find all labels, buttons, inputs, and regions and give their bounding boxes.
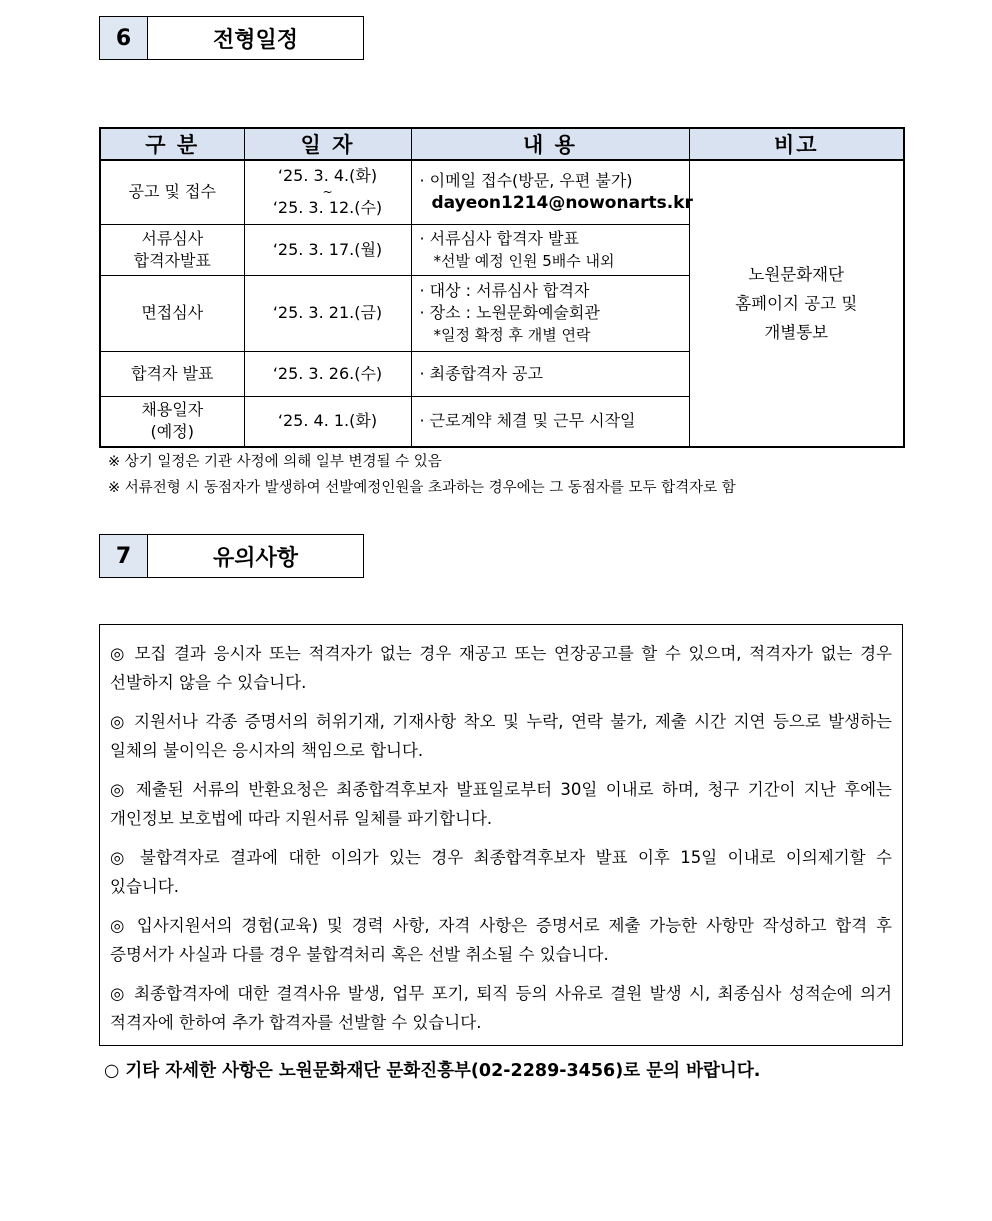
notice-item: ◎ 최종합격자에 대한 결격사유 발생, 업무 포기, 퇴직 등의 사유로 결원 발생 시, 최종심사 성적순에 의거 적격자에 한하여 추가 합격자를 선발할 수 있습니다.: [110, 984, 892, 1032]
email-address: dayeon1214@nowonarts.kr: [431, 193, 693, 214]
row-date: [244, 160, 411, 224]
content-subnote: *선발 예정 인원 5배수 내외: [433, 251, 615, 270]
row-date: ‘25. 3. 21.(금): [244, 275, 411, 351]
row-date: ‘25. 3. 17.(월): [244, 224, 411, 275]
note-line: 개별통보: [764, 323, 829, 342]
date-separator: ~: [322, 185, 333, 200]
note-cell: [689, 160, 904, 447]
section-7-title: 유의사항: [212, 545, 298, 571]
table-row: [100, 160, 904, 224]
date-end: ‘25. 3. 12.(수): [272, 198, 383, 218]
row-content: · 근로계약 체결 및 근무 시작일: [411, 396, 689, 447]
schedule-header-row: [100, 128, 904, 160]
note-text: ※ 상기 일정은 기관 사정에 의해 일부 변경될 수 있음: [108, 454, 442, 470]
row-content: [411, 224, 689, 275]
header-content: 내 용: [411, 128, 689, 160]
notice-item: ◎ 제출된 서류의 반환요청은 최종합격후보자 발표일로부터 30일 이내로 하며, 청구 기간이 지난 후에는 개인정보 보호법에 따라 지원서류 일체를 파기합니다.: [110, 780, 892, 828]
category-line: 채용일자: [141, 400, 204, 420]
row-content: [411, 160, 693, 224]
category-line: 서류심사: [141, 228, 204, 248]
content-line: · 서류심사 합격자 발표: [419, 228, 579, 248]
header-date: 일 자: [244, 128, 411, 160]
category-line: (예정): [150, 422, 194, 442]
category-line: 합격자발표: [133, 250, 211, 270]
row-category: [100, 396, 244, 447]
section-7-header: [99, 534, 364, 578]
notice-item: ◎ 불합격자로 결과에 대한 이의가 있는 경우 최종합격후보자 발표 이후 15일 이내로 이의제기할 수 있습니다.: [110, 848, 892, 896]
schedule-notes: [108, 449, 736, 501]
content-line: · 장소 : 노원문화예술회관: [419, 303, 600, 322]
note-line: 노원문화재단: [748, 265, 845, 284]
schedule-table: [99, 127, 905, 448]
notice-item: ◎ 모집 결과 응시자 또는 적격자가 없는 경우 재공고 또는 연장공고를 할 수 있으며, 적격자가 없는 경우 선발하지 않을 수 있습니다.: [110, 644, 892, 692]
content-subnote: *일정 확정 후 개별 연락: [433, 326, 591, 344]
section-7-number: 7: [100, 535, 148, 577]
notice-item: ◎ 지원서나 각종 증명서의 허위기재, 기재사항 착오 및 누락, 연락 불가, 제출 시간 지연 등으로 발생하는 일체의 불이익은 응시자의 책임으로 합니다.: [110, 712, 892, 760]
row-date: ‘25. 3. 26.(수): [244, 351, 411, 396]
header-note: 비고: [689, 128, 904, 160]
row-content: · 최종합격자 공고: [411, 351, 689, 396]
row-date: ‘25. 4. 1.(화): [244, 396, 411, 447]
content-line: · 이메일 접수(방문, 우편 불가): [419, 171, 633, 191]
notice-item: ◎ 입사지원서의 경험(교육) 및 경력 사항, 자격 사항은 증명서로 제출 가능한 사항만 작성하고 합격 후 증명서가 사실과 다를 경우 불합격처리 혹은 선발 취소될 수 있습니다.: [110, 916, 892, 964]
note-text: ※ 서류전형 시 동점자가 발생하여 선발예정인원을 초과하는 경우에는 그 동점자를 모두 합격자로 함: [108, 480, 736, 496]
row-category: 공고 및 접수: [100, 160, 244, 224]
row-category: 면접심사: [100, 275, 244, 351]
row-category: [100, 224, 244, 275]
section-6-title: 전형일정: [212, 27, 298, 53]
section-6-number: 6: [100, 17, 148, 59]
note-line: 홈페이지 공고 및: [735, 294, 858, 313]
date-start: ‘25. 3. 4.(화): [277, 166, 378, 186]
notice-box: [99, 624, 903, 1046]
section-6-header: [99, 16, 364, 60]
row-content: [411, 275, 689, 351]
header-category: 구 분: [100, 128, 244, 160]
content-line: · 대상 : 서류심사 합격자: [419, 281, 590, 300]
row-category: 합격자 발표: [100, 351, 244, 396]
contact-info: ○ 기타 자세한 사항은 노원문화재단 문화진흥부(02-2289-3456)로 문의 바랍니다.: [104, 1061, 761, 1081]
